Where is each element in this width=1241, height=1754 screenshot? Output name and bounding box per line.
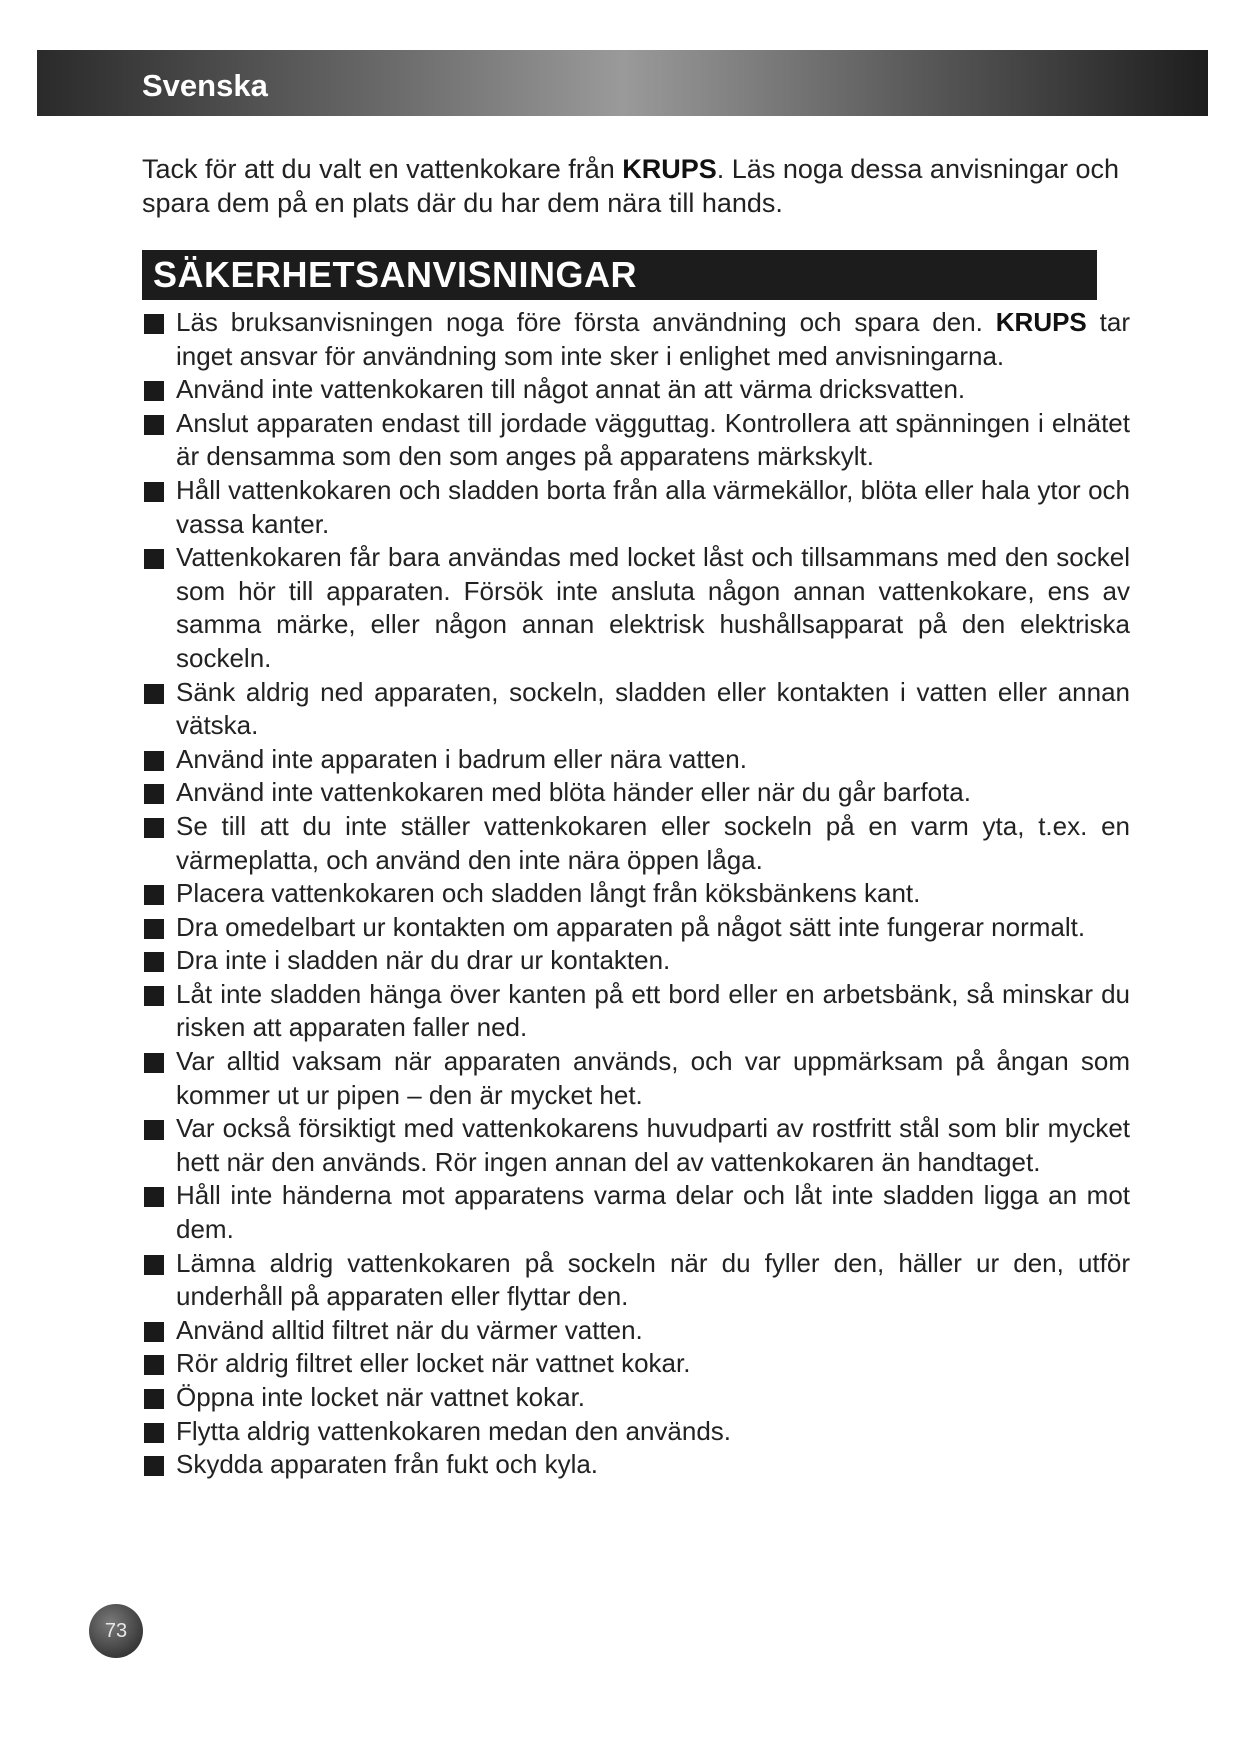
list-item-text: Håll inte händerna mot apparatens varma delar och låt inte sladden ligga an mot dem.	[176, 1180, 1130, 1245]
square-bullet-icon	[144, 986, 164, 1006]
square-bullet-icon	[144, 1053, 164, 1073]
square-bullet-icon	[144, 549, 164, 569]
list-item-text: Använd alltid filtret när du värmer vatten.	[176, 1314, 643, 1345]
list-item	[142, 944, 1130, 978]
list-item-text: Vattenkokaren får bara användas med locket låst och tillsammans med den sockel som hör till apparaten. Försök inte ansluta någon annan vattenkokare, ens av samma märke, eller någon annan elektrisk hushållsapparat på den elektriska sockeln.	[176, 542, 1130, 673]
language-title: Svenska	[142, 68, 268, 103]
list-item	[142, 676, 1130, 743]
list-item-text: Öppna inte locket när vattnet kokar.	[176, 1382, 586, 1412]
square-bullet-icon	[144, 1355, 164, 1375]
list-item	[142, 1448, 1130, 1482]
square-bullet-icon	[144, 1456, 164, 1476]
list-item	[142, 1415, 1130, 1449]
page-number-badge: 73	[89, 1604, 143, 1658]
list-item-text: Dra omedelbart ur kontakten om apparaten på något sätt inte fungerar normalt.	[176, 911, 1086, 942]
list-item	[142, 306, 1130, 373]
list-item	[142, 373, 1130, 407]
list-item-text: Använd inte apparaten i badrum eller nära vatten.	[176, 743, 747, 774]
list-item-text: Var också försiktigt med vattenkokarens huvudparti av rostfritt stål som blir mycket hett när den används. Rör ingen annan del av vattenkokaren än handtaget.	[176, 1113, 1130, 1177]
list-item	[142, 743, 1130, 777]
list-item	[142, 877, 1130, 911]
safety-instructions-list	[142, 306, 1130, 1482]
square-bullet-icon	[144, 415, 164, 435]
square-bullet-icon	[144, 919, 164, 939]
square-bullet-icon	[144, 818, 164, 838]
list-item-text-extra: tar inget ansvar för användning som inte sker i enlighet med anvisningarna.	[176, 307, 1130, 371]
list-item	[142, 911, 1130, 945]
list-item	[142, 1381, 1130, 1415]
list-item-text: Använd inte vattenkokaren med blöta händer eller när du går barfota.	[176, 777, 971, 808]
list-item-text: Skydda apparaten från fukt och kyla.	[176, 1449, 599, 1480]
list-item	[142, 1247, 1130, 1314]
list-item-text: Var alltid vaksam när apparaten används, och var uppmärksam på ångan som kommer ut ur pipen – den är mycket het.	[176, 1046, 1130, 1110]
square-bullet-icon	[144, 1120, 164, 1140]
list-item	[142, 474, 1130, 541]
list-item-text: Använd inte vattenkokaren till något annat än att värma dricksvatten.	[176, 374, 966, 405]
square-bullet-icon	[144, 684, 164, 704]
square-bullet-icon	[144, 751, 164, 771]
list-item-text: Placera vattenkokaren och sladden långt från köksbänkens kant.	[176, 878, 921, 909]
list-item-text: Anslut apparaten endast till jordade vägguttag. Kontrollera att spänningen i elnätet är densamma som den som anges på apparatens märkskylt.	[176, 407, 1130, 472]
list-item-text: Läs bruksanvisningen noga före första användning och spara den.	[176, 307, 983, 337]
list-item-text: Dra inte i sladden när du drar ur kontakten.	[176, 945, 671, 976]
list-item	[142, 541, 1130, 675]
list-item	[142, 1314, 1130, 1348]
square-bullet-icon	[144, 1423, 164, 1443]
list-item-text: Håll vattenkokaren och sladden borta från alla värmekällor, blöta eller hala ytor och vassa kanter.	[176, 474, 1130, 539]
square-bullet-icon	[144, 1187, 164, 1207]
square-bullet-icon	[144, 1322, 164, 1342]
list-item	[142, 810, 1130, 877]
list-item-text: Lämna aldrig vattenkokaren på sockeln när du fyller den, häller ur den, utför underhåll på apparaten eller flyttar den.	[176, 1247, 1130, 1312]
list-item	[142, 1045, 1130, 1112]
list-item	[142, 978, 1130, 1045]
square-bullet-icon	[144, 482, 164, 502]
intro-text-start: Tack för att du valt en vattenkokare från	[142, 154, 623, 184]
list-item-text: Flytta aldrig vattenkokaren medan den används.	[176, 1415, 732, 1446]
list-item-text: Se till att du inte ställer vattenkokaren eller sockeln på en varm yta, t.ex. en värmeplatta, och använd den inte nära öppen låga.	[176, 810, 1130, 875]
square-bullet-icon	[144, 1389, 164, 1409]
list-item	[142, 1112, 1130, 1179]
square-bullet-icon	[144, 784, 164, 804]
list-item-brand: KRUPS	[995, 307, 1087, 337]
list-item	[142, 1179, 1130, 1246]
intro-brand: KRUPS	[622, 154, 717, 184]
list-item	[142, 1347, 1130, 1381]
list-item-text: Låt inte sladden hänga över kanten på ett bord eller en arbetsbänk, så minskar du risken att apparaten faller ned.	[176, 978, 1130, 1043]
square-bullet-icon	[144, 314, 164, 334]
intro-text-end: . Läs noga dessa anvisningar och spara dem på en plats där du har dem nära till hands.	[142, 154, 1120, 218]
square-bullet-icon	[144, 885, 164, 905]
list-item-text: Rör aldrig filtret eller locket när vattnet kokar.	[176, 1348, 691, 1379]
square-bullet-icon	[144, 952, 164, 972]
square-bullet-icon	[144, 381, 164, 401]
section-title: SÄKERHETSANVISNINGAR	[153, 254, 638, 295]
list-item	[142, 407, 1130, 474]
list-item	[142, 776, 1130, 810]
list-item-text: Sänk aldrig ned apparaten, sockeln, sladden eller kontakten i vatten eller annan vätska.	[176, 676, 1130, 741]
square-bullet-icon	[144, 1255, 164, 1275]
intro-paragraph	[142, 152, 1142, 220]
